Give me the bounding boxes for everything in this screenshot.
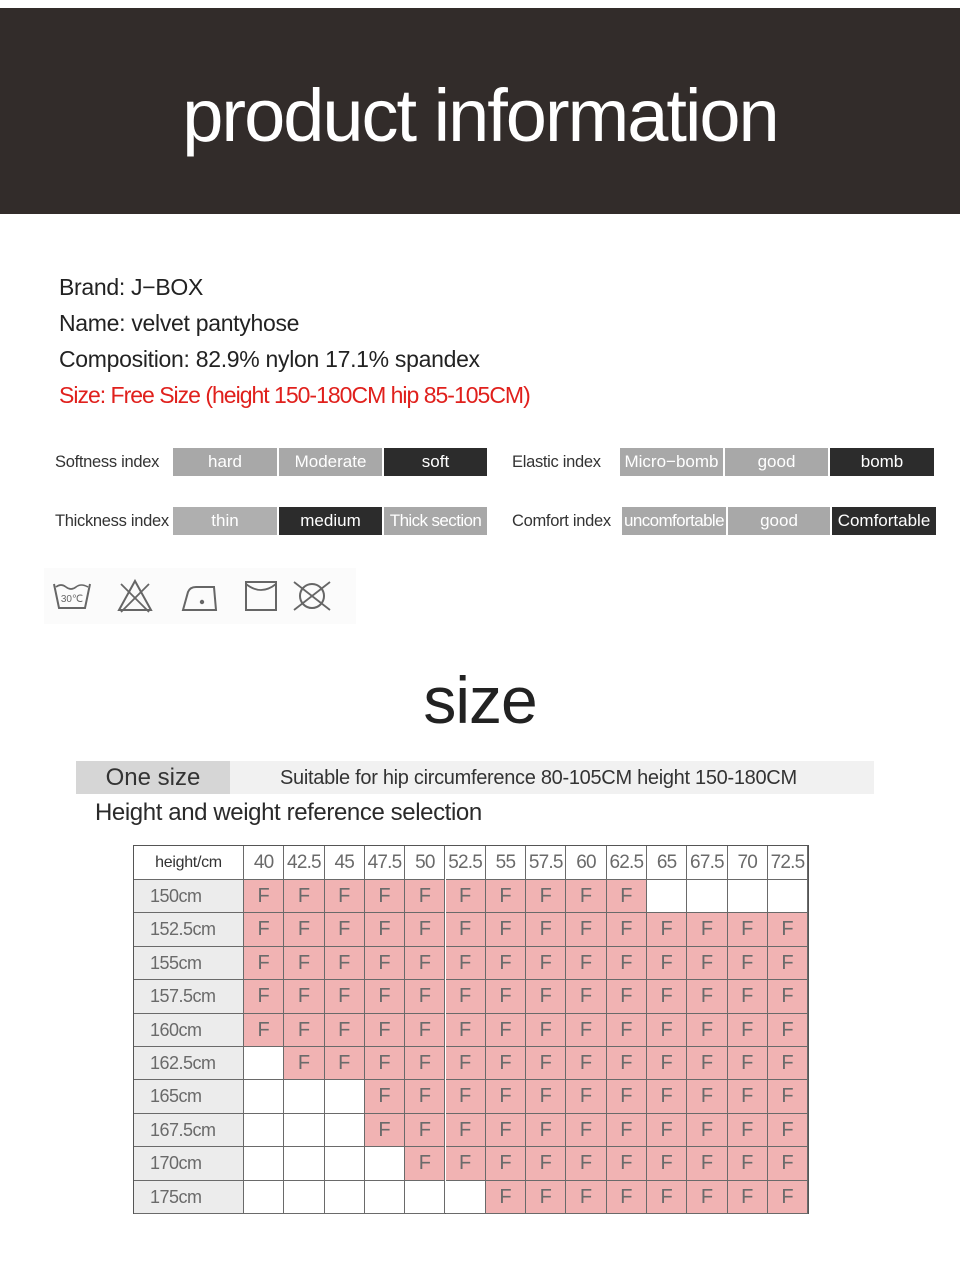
fit-cell: F — [284, 1047, 324, 1080]
size-line: Size: Free Size (height 150-180CM hip 85-105CM) — [59, 382, 530, 408]
fit-cell: F — [687, 1114, 727, 1147]
fit-cell: F — [566, 1181, 606, 1214]
weight-header: 65 — [647, 846, 687, 880]
height-row-header: 155cm — [134, 947, 244, 980]
comfort-option-good: good — [728, 507, 830, 535]
header-banner — [0, 8, 960, 214]
thickness-option-thin: thin — [173, 507, 277, 535]
fit-cell: F — [446, 980, 486, 1013]
empty-cell — [446, 1181, 486, 1214]
fit-cell: F — [687, 1014, 727, 1047]
fit-cell: F — [365, 1047, 405, 1080]
weight-header: 52.5 — [446, 846, 486, 880]
name-line: Name: velvet pantyhose — [59, 310, 300, 336]
fit-cell: F — [365, 980, 405, 1013]
no-bleach-icon — [116, 578, 154, 614]
empty-cell — [365, 1147, 405, 1180]
fit-cell: F — [768, 1181, 808, 1214]
empty-cell — [325, 1080, 365, 1113]
elastic-option-bomb: bomb — [830, 448, 934, 476]
fit-cell: F — [405, 1080, 445, 1113]
weight-header: 72.5 — [768, 846, 808, 880]
one-size-description: Suitable for hip circumference 80-105CM height 150-180CM — [280, 767, 797, 789]
fit-cell: F — [405, 1114, 445, 1147]
fit-cell: F — [728, 980, 768, 1013]
fit-cell: F — [486, 1014, 526, 1047]
fit-cell: F — [325, 947, 365, 980]
fit-cell: F — [768, 1114, 808, 1147]
fit-cell: F — [647, 1114, 687, 1147]
fit-cell: F — [728, 913, 768, 946]
fit-cell: F — [566, 1147, 606, 1180]
fit-cell: F — [486, 880, 526, 913]
fit-cell: F — [728, 1114, 768, 1147]
height-row-header: 152.5cm — [134, 913, 244, 946]
fit-cell: F — [607, 980, 647, 1013]
fit-cell: F — [486, 1080, 526, 1113]
fit-cell: F — [566, 1080, 606, 1113]
comfort-index — [512, 507, 931, 535]
fit-cell: F — [365, 1114, 405, 1147]
fit-cell: F — [284, 947, 324, 980]
fit-cell: F — [405, 1014, 445, 1047]
fit-cell: F — [284, 1014, 324, 1047]
fit-cell: F — [284, 913, 324, 946]
softness-option-soft: soft — [384, 448, 487, 476]
fit-cell: F — [566, 1114, 606, 1147]
fit-cell: F — [486, 1147, 526, 1180]
fit-cell: F — [768, 980, 808, 1013]
height-row-header: 175cm — [134, 1181, 244, 1214]
fit-cell: F — [244, 947, 284, 980]
fit-cell: F — [687, 980, 727, 1013]
weight-header: 57.5 — [526, 846, 566, 880]
fit-cell: F — [768, 1080, 808, 1113]
weight-header: 55 — [486, 846, 526, 880]
composition-line: Composition: 82.9% nylon 17.1% spandex — [59, 346, 480, 372]
empty-cell — [365, 1181, 405, 1214]
no-dry-clean-icon — [290, 578, 334, 614]
height-row-header: 162.5cm — [134, 1047, 244, 1080]
fit-cell: F — [526, 1014, 566, 1047]
fit-cell: F — [526, 913, 566, 946]
empty-cell — [244, 1080, 284, 1113]
empty-cell — [284, 1147, 324, 1180]
softness-option-hard: hard — [173, 448, 277, 476]
fit-cell: F — [446, 880, 486, 913]
fit-cell: F — [687, 947, 727, 980]
empty-cell — [284, 1181, 324, 1214]
empty-cell — [768, 880, 808, 913]
empty-cell — [325, 1181, 365, 1214]
fit-cell: F — [405, 913, 445, 946]
comfort-index-label: Comfort index — [512, 511, 611, 530]
fit-cell: F — [486, 980, 526, 1013]
fit-cell: F — [405, 1047, 445, 1080]
fit-cell: F — [446, 1147, 486, 1180]
table-corner-header: height/cm — [134, 846, 244, 880]
fit-cell: F — [284, 980, 324, 1013]
reference-title: Height and weight reference selection — [95, 799, 482, 826]
elastic-index-label: Elastic index — [512, 452, 601, 471]
fit-cell: F — [244, 880, 284, 913]
fit-cell: F — [325, 913, 365, 946]
fit-cell: F — [325, 1014, 365, 1047]
fit-cell: F — [365, 947, 405, 980]
fit-cell: F — [607, 1181, 647, 1214]
svg-text:30℃: 30℃ — [60, 594, 84, 605]
fit-cell: F — [486, 1114, 526, 1147]
empty-cell — [647, 880, 687, 913]
softness-index — [55, 448, 450, 476]
fit-cell: F — [768, 913, 808, 946]
empty-cell — [687, 880, 727, 913]
empty-cell — [284, 1114, 324, 1147]
fit-cell: F — [728, 1080, 768, 1113]
brand-line: Brand: J−BOX — [59, 274, 204, 300]
fit-cell: F — [607, 1147, 647, 1180]
fit-cell: F — [687, 1080, 727, 1113]
fit-cell: F — [284, 880, 324, 913]
height-row-header: 157.5cm — [134, 980, 244, 1013]
weight-header: 40 — [244, 846, 284, 880]
weight-header: 50 — [405, 846, 445, 880]
fit-cell: F — [446, 1047, 486, 1080]
tumble-dry-icon — [243, 578, 279, 614]
fit-cell: F — [365, 1080, 405, 1113]
fit-cell: F — [607, 1114, 647, 1147]
fit-cell: F — [446, 1114, 486, 1147]
fit-cell: F — [405, 880, 445, 913]
elastic-index — [512, 448, 904, 476]
fit-cell: F — [365, 913, 405, 946]
thickness-index — [55, 507, 482, 535]
fit-cell: F — [647, 1181, 687, 1214]
fit-cell: F — [607, 947, 647, 980]
fit-cell: F — [325, 880, 365, 913]
fit-cell: F — [526, 880, 566, 913]
thickness-option-thick-section: Thick section — [384, 507, 487, 535]
empty-cell — [325, 1147, 365, 1180]
weight-header: 67.5 — [687, 846, 727, 880]
fit-cell: F — [566, 1047, 606, 1080]
fit-cell: F — [728, 947, 768, 980]
fit-cell: F — [607, 1047, 647, 1080]
fit-cell: F — [647, 947, 687, 980]
fit-cell: F — [728, 1014, 768, 1047]
weight-header: 47.5 — [365, 846, 405, 880]
fit-cell: F — [647, 1080, 687, 1113]
fit-cell: F — [325, 1047, 365, 1080]
thickness-option-medium: medium — [279, 507, 382, 535]
fit-cell: F — [566, 880, 606, 913]
fit-cell: F — [647, 1014, 687, 1047]
fit-cell: F — [486, 1181, 526, 1214]
fit-cell: F — [486, 913, 526, 946]
fit-cell: F — [647, 1047, 687, 1080]
iron-low-icon — [180, 578, 220, 614]
empty-cell — [728, 880, 768, 913]
weight-header: 62.5 — [607, 846, 647, 880]
fit-cell: F — [405, 1147, 445, 1180]
fit-cell: F — [446, 913, 486, 946]
product-info — [59, 269, 530, 413]
empty-cell — [244, 1047, 284, 1080]
wash-30c-icon — [52, 578, 92, 614]
fit-cell: F — [405, 980, 445, 1013]
fit-cell: F — [365, 880, 405, 913]
page-title: product information — [182, 74, 778, 157]
empty-cell — [325, 1114, 365, 1147]
fit-cell: F — [526, 1047, 566, 1080]
fit-cell: F — [526, 1080, 566, 1113]
empty-cell — [284, 1080, 324, 1113]
fit-cell: F — [687, 1147, 727, 1180]
empty-cell — [405, 1181, 445, 1214]
fit-cell: F — [365, 1014, 405, 1047]
fit-cell: F — [768, 1147, 808, 1180]
fit-cell: F — [728, 1047, 768, 1080]
fit-cell: F — [446, 1014, 486, 1047]
height-row-header: 170cm — [134, 1147, 244, 1180]
height-row-header: 150cm — [134, 880, 244, 913]
empty-cell — [244, 1147, 284, 1180]
elastic-option-good: good — [725, 448, 828, 476]
softness-option-moderate: Moderate — [279, 448, 382, 476]
fit-cell: F — [566, 913, 606, 946]
fit-cell: F — [687, 1047, 727, 1080]
fit-cell: F — [486, 947, 526, 980]
empty-cell — [244, 1114, 284, 1147]
height-row-header: 165cm — [134, 1080, 244, 1113]
fit-cell: F — [325, 980, 365, 1013]
fit-cell: F — [687, 1181, 727, 1214]
fit-cell: F — [607, 880, 647, 913]
empty-cell — [244, 1181, 284, 1214]
elastic-option-micro-bomb: Micro−bomb — [620, 448, 723, 476]
care-symbols — [44, 568, 356, 624]
thickness-index-label: Thickness index — [55, 511, 169, 530]
softness-index-label: Softness index — [55, 452, 160, 471]
size-chart-table — [133, 845, 809, 1214]
one-size-tag: One size — [76, 761, 230, 794]
fit-cell: F — [768, 1014, 808, 1047]
fit-cell: F — [647, 913, 687, 946]
weight-header: 70 — [728, 846, 768, 880]
weight-header: 45 — [325, 846, 365, 880]
weight-header: 60 — [566, 846, 606, 880]
fit-cell: F — [607, 1080, 647, 1113]
fit-cell: F — [647, 1147, 687, 1180]
fit-cell: F — [768, 1047, 808, 1080]
fit-cell: F — [566, 980, 606, 1013]
fit-cell: F — [526, 1114, 566, 1147]
weight-header: 42.5 — [284, 846, 324, 880]
fit-cell: F — [244, 1014, 284, 1047]
fit-cell: F — [526, 947, 566, 980]
fit-cell: F — [244, 980, 284, 1013]
size-title: size — [423, 663, 537, 737]
fit-cell: F — [687, 913, 727, 946]
fit-cell: F — [607, 1014, 647, 1047]
fit-cell: F — [566, 1014, 606, 1047]
one-size-bar — [76, 761, 874, 794]
fit-cell: F — [486, 1047, 526, 1080]
height-row-header: 160cm — [134, 1014, 244, 1047]
height-row-header: 167.5cm — [134, 1114, 244, 1147]
fit-cell: F — [728, 1181, 768, 1214]
fit-cell: F — [526, 1181, 566, 1214]
fit-cell: F — [446, 1080, 486, 1113]
fit-cell: F — [647, 980, 687, 1013]
comfort-option-comfortable: Comfortable — [832, 507, 936, 535]
fit-cell: F — [768, 947, 808, 980]
fit-cell: F — [526, 1147, 566, 1180]
fit-cell: F — [244, 913, 284, 946]
fit-cell: F — [566, 947, 606, 980]
fit-cell: F — [728, 1147, 768, 1180]
fit-cell: F — [607, 913, 647, 946]
comfort-option-uncomfortable: uncomfortable — [622, 507, 726, 535]
fit-cell: F — [446, 947, 486, 980]
fit-cell: F — [405, 947, 445, 980]
fit-cell: F — [526, 980, 566, 1013]
